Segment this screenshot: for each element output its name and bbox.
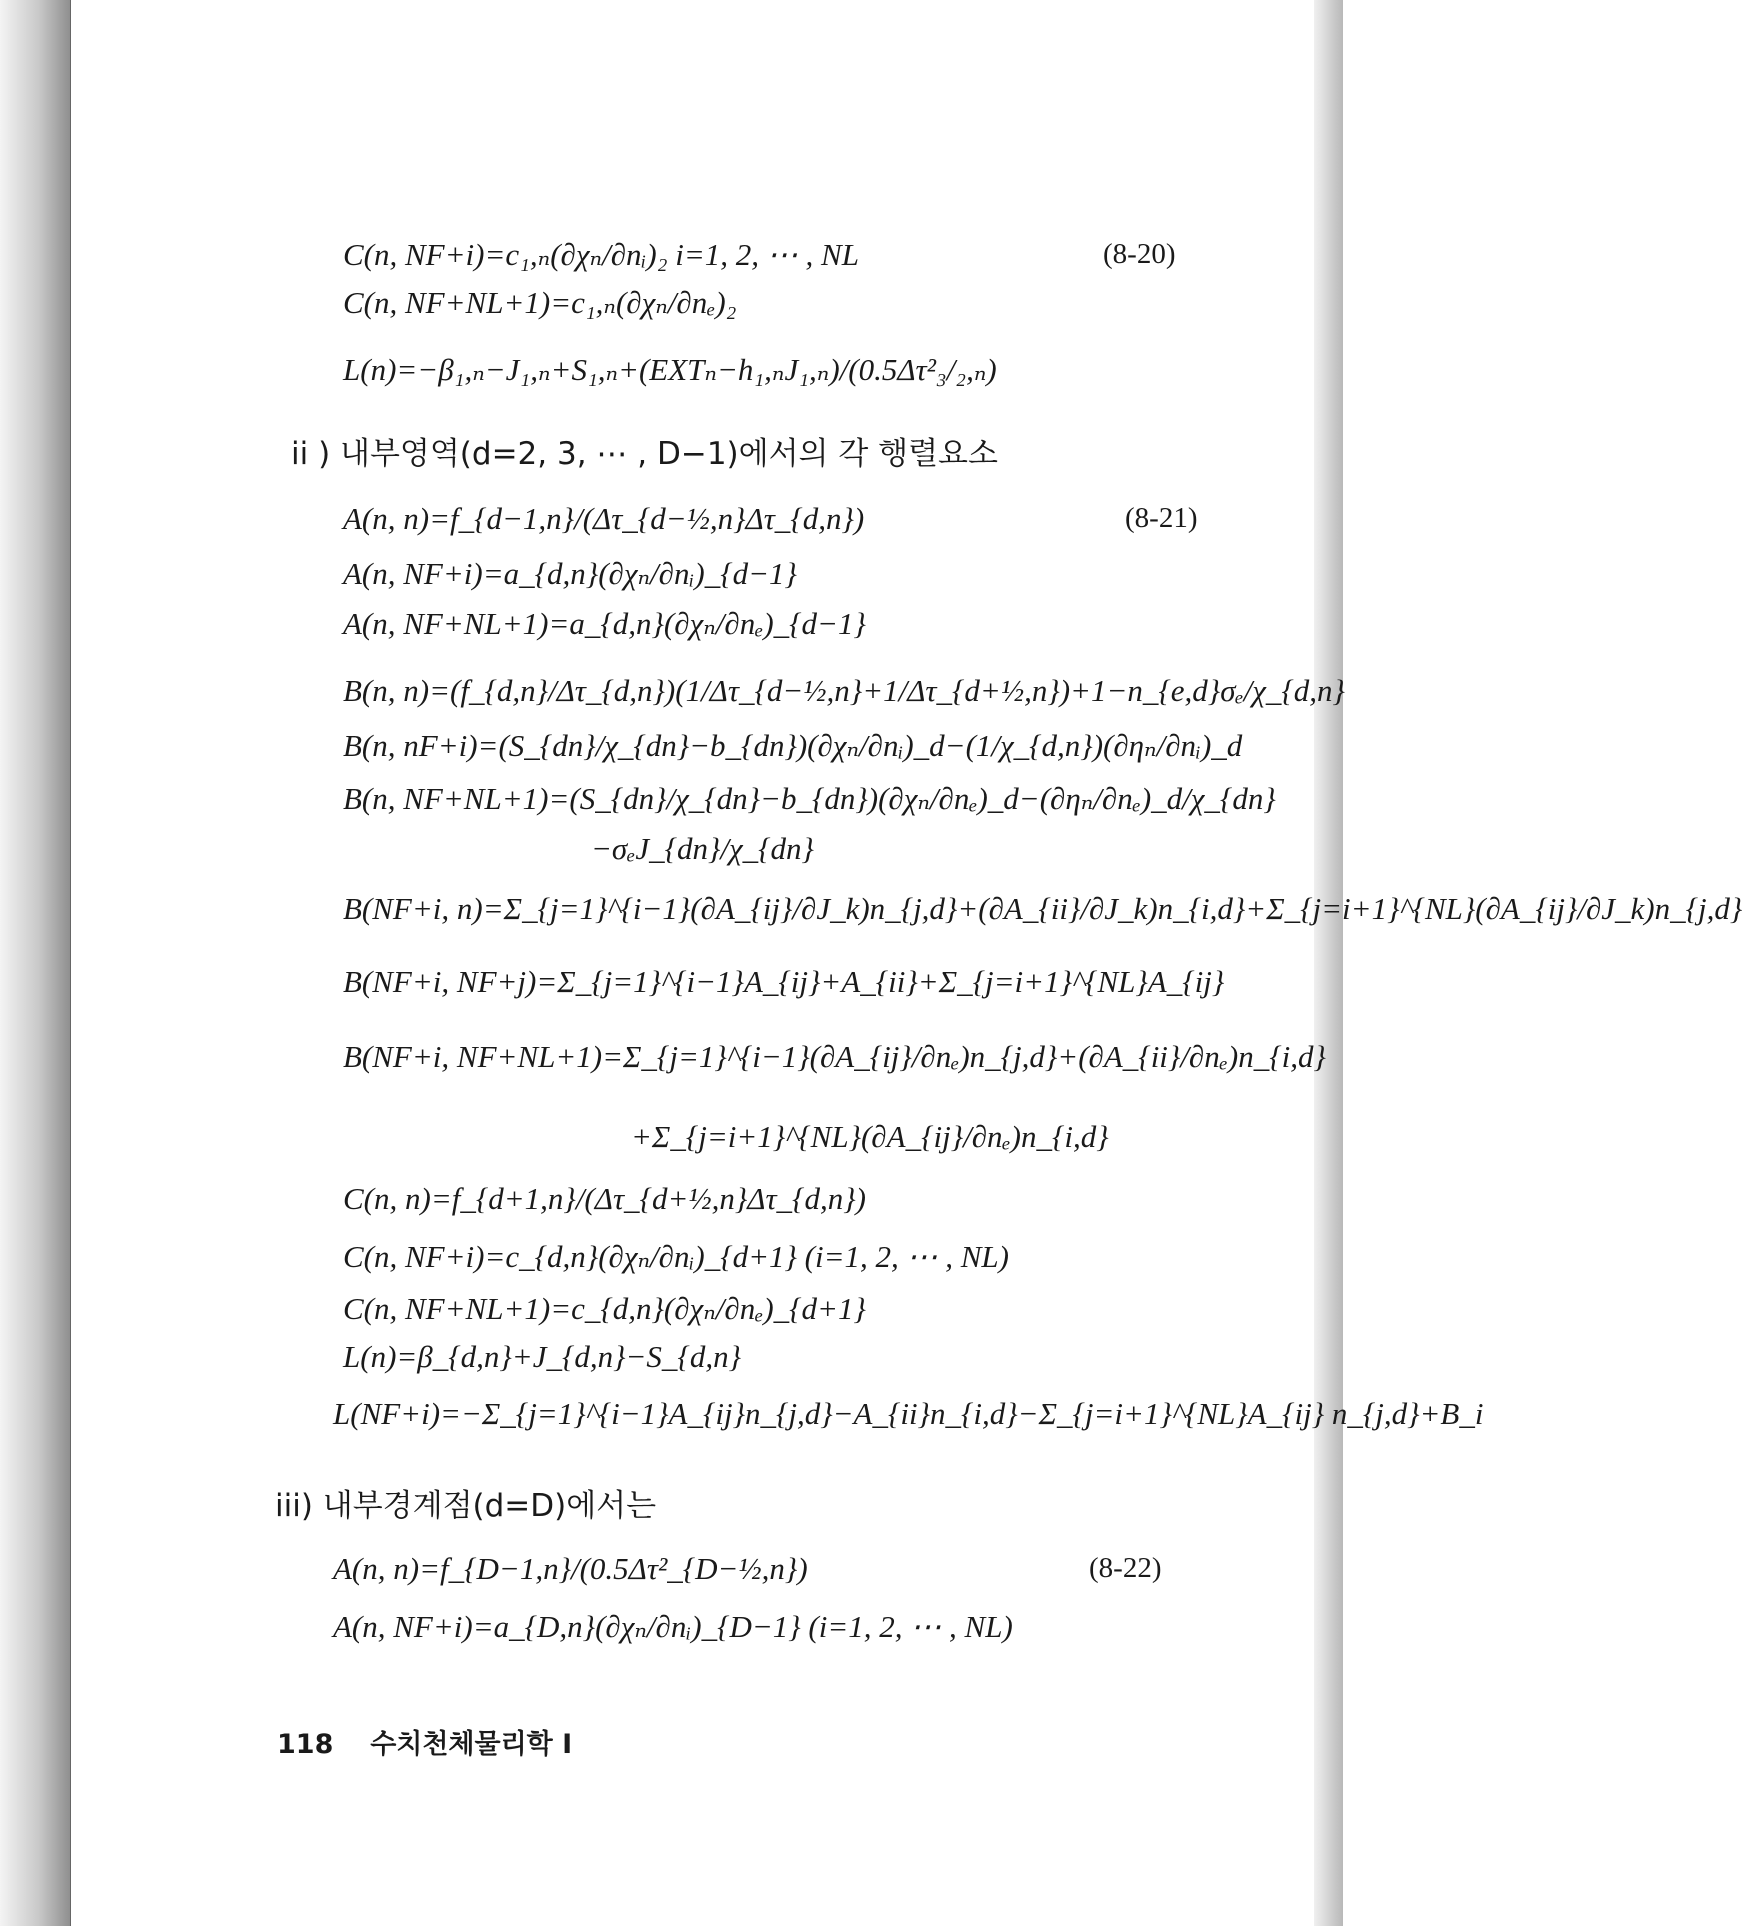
equation-line: B(n, n)=(f_{d,n}/Δτ_{d,n})(1/Δτ_{d−½,n}+1/Δτ_{d+½,n})+1−n_{e,d}σₑ/χ_{d,n} <box>343 673 1345 708</box>
equation-line: L(NF+i)=−Σ_{j=1}^{i−1}A_{ij}n_{j,d}−A_{ii}n_{i,d}−Σ_{j=i+1}^{NL}A_{ij} n_{j,d}+B_i <box>333 1396 1484 1431</box>
equation-line: A(n, n)=f_{D−1,n}/(0.5Δτ²_{D−½,n}) <box>333 1551 808 1586</box>
equation-line: B(n, nF+i)=(S_{dn}/χ_{dn}−b_{dn})(∂χₙ/∂nᵢ)_d−(1/χ_{d,n})(∂ηₙ/∂nᵢ)_d <box>343 728 1243 763</box>
equation-line: −σₑJ_{dn}/χ_{dn} <box>591 831 814 866</box>
page-edge-left <box>0 0 70 1926</box>
equation-line: C(n, NF+NL+1)=c_{d,n}(∂χₙ/∂nₑ)_{d+1} <box>343 1291 866 1326</box>
equation-number: (8-21) <box>1125 502 1198 534</box>
equation-line: C(n, NF+i)=c₁,ₙ(∂χₙ/∂nᵢ)₂ i=1, 2, ⋯ , NL <box>343 237 859 272</box>
equation-line: C(n, NF+i)=c_{d,n}(∂χₙ/∂nᵢ)_{d+1} (i=1, 2, ⋯ , NL) <box>343 1239 1010 1274</box>
equation-line: C(n, n)=f_{d+1,n}/(Δτ_{d+½,n}Δτ_{d,n}) <box>343 1181 866 1216</box>
equation-line: B(n, NF+NL+1)=(S_{dn}/χ_{dn}−b_{dn})(∂χₙ/∂nₑ)_d−(∂ηₙ/∂nₑ)_d/χ_{dn} <box>343 781 1276 816</box>
equation-line: A(n, NF+NL+1)=a_{d,n}(∂χₙ/∂nₑ)_{d−1} <box>343 606 866 641</box>
equation-line: B(NF+i, NF+j)=Σ_{j=1}^{i−1}A_{ij}+A_{ii}+Σ_{j=i+1}^{NL}A_{ij} <box>343 964 1225 999</box>
section-heading: iii) 내부경계점(d=D)에서는 <box>275 1488 657 1524</box>
page-footer <box>277 1722 572 1761</box>
equation-line: B(NF+i, n)=Σ_{j=1}^{i−1}(∂A_{ij}/∂J_k)n_{j,d}+(∂A_{ii}/∂J_k)n_{i,d}+Σ_{j=i+1}^{NL}(∂A_{ij}/∂J_k)n_{j,d} <box>343 891 1742 926</box>
equation-line: L(n)=β_{d,n}+J_{d,n}−S_{d,n} <box>343 1339 741 1374</box>
page-number: 118 <box>277 1729 334 1760</box>
equation-number: (8-22) <box>1089 1552 1162 1584</box>
section-heading: ii ) 내부영역(d=2, 3, ⋯ , D−1)에서의 각 행렬요소 <box>291 436 998 472</box>
equation-line: A(n, NF+i)=a_{D,n}(∂χₙ/∂nᵢ)_{D−1} (i=1, 2, ⋯ , NL) <box>333 1609 1013 1644</box>
equation-line: A(n, n)=f_{d−1,n}/(Δτ_{d−½,n}Δτ_{d,n}) <box>343 501 865 536</box>
equation-line: L(n)=−β₁,ₙ−J₁,ₙ+S₁,ₙ+(EXTₙ−h₁,ₙJ₁,ₙ)/(0.5Δτ²₃/₂,ₙ) <box>343 352 997 387</box>
book-title: 수치천체물리학 Ⅰ <box>370 1729 573 1760</box>
equation-line: A(n, NF+i)=a_{d,n}(∂χₙ/∂nᵢ)_{d−1} <box>343 556 797 591</box>
equation-line: +Σ_{j=i+1}^{NL}(∂A_{ij}/∂nₑ)n_{i,d} <box>631 1119 1109 1154</box>
page-edge-right <box>1313 0 1343 1926</box>
equation-line: B(NF+i, NF+NL+1)=Σ_{j=1}^{i−1}(∂A_{ij}/∂nₑ)n_{j,d}+(∂A_{ii}/∂nₑ)n_{i,d} <box>343 1039 1326 1074</box>
book-page <box>70 0 1742 1926</box>
equation-number: (8-20) <box>1103 238 1176 270</box>
equation-line: C(n, NF+NL+1)=c₁,ₙ(∂χₙ/∂nₑ)₂ <box>343 285 737 320</box>
